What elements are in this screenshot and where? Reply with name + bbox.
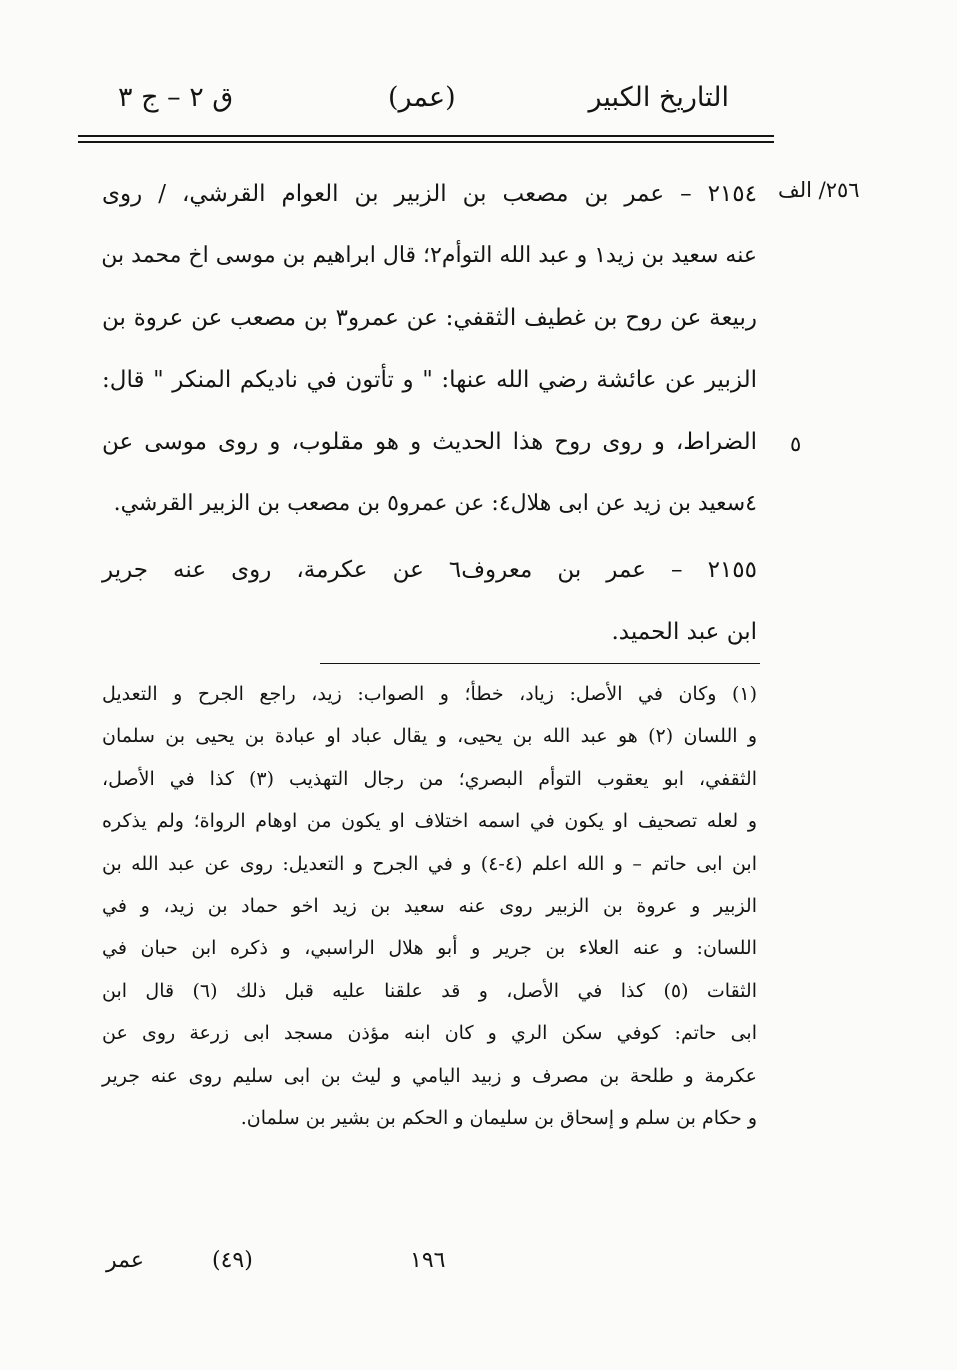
footnote-line: عكرمة و طلحة بن مصرف و زبيد اليامي و ليث بن ابى سليم روى عنه جرير	[102, 1064, 757, 1087]
footnote-line: اللسان: و عنه العلاء بن جرير و أبو هلال الراسبي، و ذكره ابن حبان في	[102, 937, 757, 960]
text-line: الزبير عن عائشة رضي الله عنها: " و تأتون في ناديكم المنكر " قال:	[102, 367, 757, 393]
header-rule-top	[78, 135, 774, 137]
text-line: ابن عبد الحميد.	[611, 619, 757, 645]
text-line: ٤سعيد بن زيد عن ابى هلال٤: عن عمرو٥ بن مصعب بن الزبير القرشي.	[113, 491, 757, 516]
footnotes	[102, 673, 757, 1139]
signature-mark: (٤٩)	[212, 1248, 253, 1273]
running-title: التاريخ الكبير	[588, 82, 729, 113]
header-rule-bottom	[78, 141, 774, 143]
footnote-line: الثقات (٥) كذا في الأصل، و قد علقنا عليه قبل ذلك (٦) قال ابن	[102, 979, 757, 1002]
entry-2155	[102, 539, 757, 663]
footnote-line: (١) وكان في الأصل: زياد، خطأ؛ و الصواب: زيد، راجع الجرح و التعديل	[102, 683, 757, 705]
footnote-line: و حكام بن سلم و إسحاق بن سليمان و الحكم بن بشير بن سلمان.	[240, 1106, 757, 1129]
margin-line-number: ٥	[790, 432, 802, 456]
margin-folio: ٢٥٦/ الف	[778, 178, 860, 202]
text-line: الضراط، و روى روح هذا الحديث و هو مقلوب، و روى موسى عن	[102, 429, 757, 455]
text-line: عنه سعيد بن زيد١ و عبد الله التوأم٢؛ قال ابراهيم بن موسى اخ محمد بن	[101, 243, 757, 268]
text-line: ٢١٥٤ – عمر بن مصعب بن الزبير بن العوام القرشي، / روى	[102, 181, 757, 207]
footnote-line: و لعله تصحيف او يكون في اسمه اختلاف او يكون من اوهام الرواة؛ ولم يذكره	[102, 810, 757, 833]
page-number: ١٩٦	[410, 1248, 446, 1273]
entry-2154	[102, 163, 757, 535]
text-line: ٢١٥٥ – عمر بن معروف٦ عن عكرمة، روى عنه جرير	[102, 557, 757, 583]
text-line: ربيعة عن روح بن غطيف الثقفي: عن عمرو٣ بن مصعب عن عروة بن	[102, 305, 757, 331]
footnote-line: الثقفي، ابو يعقوب التوأم البصري؛ من رجال التهذيب (٣) كذا في الأصل،	[102, 767, 757, 790]
catchword: عمر	[106, 1248, 144, 1273]
footnote-line: و اللسان (٢) هو عبد الله بن يحيى، و يقال عباد او عبادة بن يحيى بن سلمان	[102, 725, 757, 748]
running-section: (عمر)	[388, 82, 456, 113]
footnote-line: ابى حاتم: كوفي سكن الري و كان ابنه مؤذن مسجد ابى زرعة روى عن	[102, 1022, 757, 1045]
footnote-line: ابن ابى حاتم – و الله اعلم (٤-٤) و في الجرح و التعديل: روى عن عبد الله بن	[102, 852, 757, 875]
footnote-separator	[320, 663, 760, 664]
volume-reference: ق ٢ – ج ٣	[118, 82, 234, 113]
footnote-line: الزبير و عروة بن الزبير روى عنه سعيد بن زيد اخو حماد بن زيد، و في	[102, 894, 757, 917]
